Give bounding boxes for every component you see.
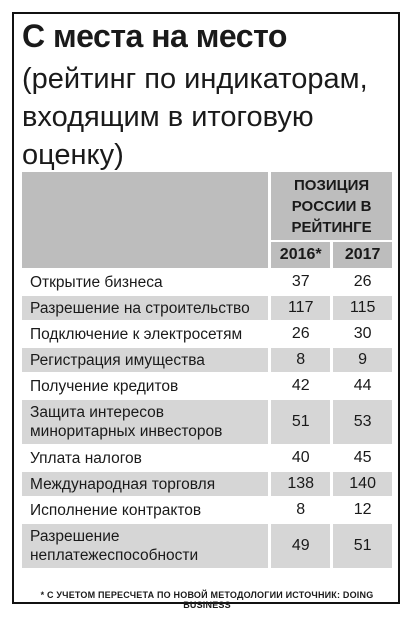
value-2016: 138	[268, 472, 330, 496]
value-2016: 26	[268, 322, 330, 346]
table-row	[22, 374, 392, 398]
table-row	[22, 524, 392, 568]
row-label: Исполнение контрактов	[30, 501, 202, 519]
page-title: С места на место	[22, 18, 287, 54]
value-2017: 115	[330, 296, 392, 320]
table-row	[22, 322, 392, 346]
value-2016: 8	[268, 348, 330, 372]
value-2017: 51	[330, 524, 392, 568]
value-2017: 44	[330, 374, 392, 398]
value-2016: 117	[268, 296, 330, 320]
header-year-2017: 2017	[330, 242, 392, 268]
value-2016: 37	[268, 270, 330, 294]
value-2016: 40	[268, 446, 330, 470]
row-label: Открытие бизнеса	[30, 273, 163, 291]
value-2017: 26	[330, 270, 392, 294]
table-row	[22, 296, 392, 320]
value-2016: 51	[268, 400, 330, 444]
row-label: Регистрация имущества	[22, 348, 268, 372]
row-label: Защита интересов миноритарных инвесторов	[22, 400, 268, 444]
value-2017: 12	[330, 498, 392, 522]
table-row	[22, 348, 392, 372]
header-position: ПОЗИЦИЯ РОССИИ В РЕЙТИНГЕ	[268, 172, 392, 240]
row-label: Разрешение неплатежеспособности	[22, 524, 268, 568]
table-row	[22, 446, 392, 470]
table-row	[22, 400, 392, 444]
table-row	[22, 270, 392, 294]
table-row	[22, 498, 392, 522]
ranking-table	[22, 170, 392, 570]
footnote: * С УЧЕТОМ ПЕРЕСЧЕТА ПО НОВОЙ МЕТОДОЛОГИИ ИСТОЧНИК: DOING BUSINESS	[40, 590, 374, 610]
header-empty-cell	[22, 172, 268, 268]
value-2017: 140	[330, 472, 392, 496]
table-row	[22, 472, 392, 496]
value-2016: 42	[268, 374, 330, 398]
row-label: Международная торговля	[22, 472, 268, 496]
page-subtitle: (рейтинг по индикаторам, входящим в итоговую оценку)	[22, 63, 368, 171]
value-2016: 49	[268, 524, 330, 568]
value-2017: 9	[330, 348, 392, 372]
row-label: Уплата налогов	[30, 449, 142, 467]
value-2017: 45	[330, 446, 392, 470]
row-label: Подключение к электросетям	[30, 325, 243, 343]
value-2017: 53	[330, 400, 392, 444]
header-year-2016: 2016*	[268, 242, 330, 268]
row-label: Разрешение на строительство	[22, 296, 268, 320]
value-2016: 8	[268, 498, 330, 522]
value-2017: 30	[330, 322, 392, 346]
row-label: Получение кредитов	[30, 377, 179, 395]
